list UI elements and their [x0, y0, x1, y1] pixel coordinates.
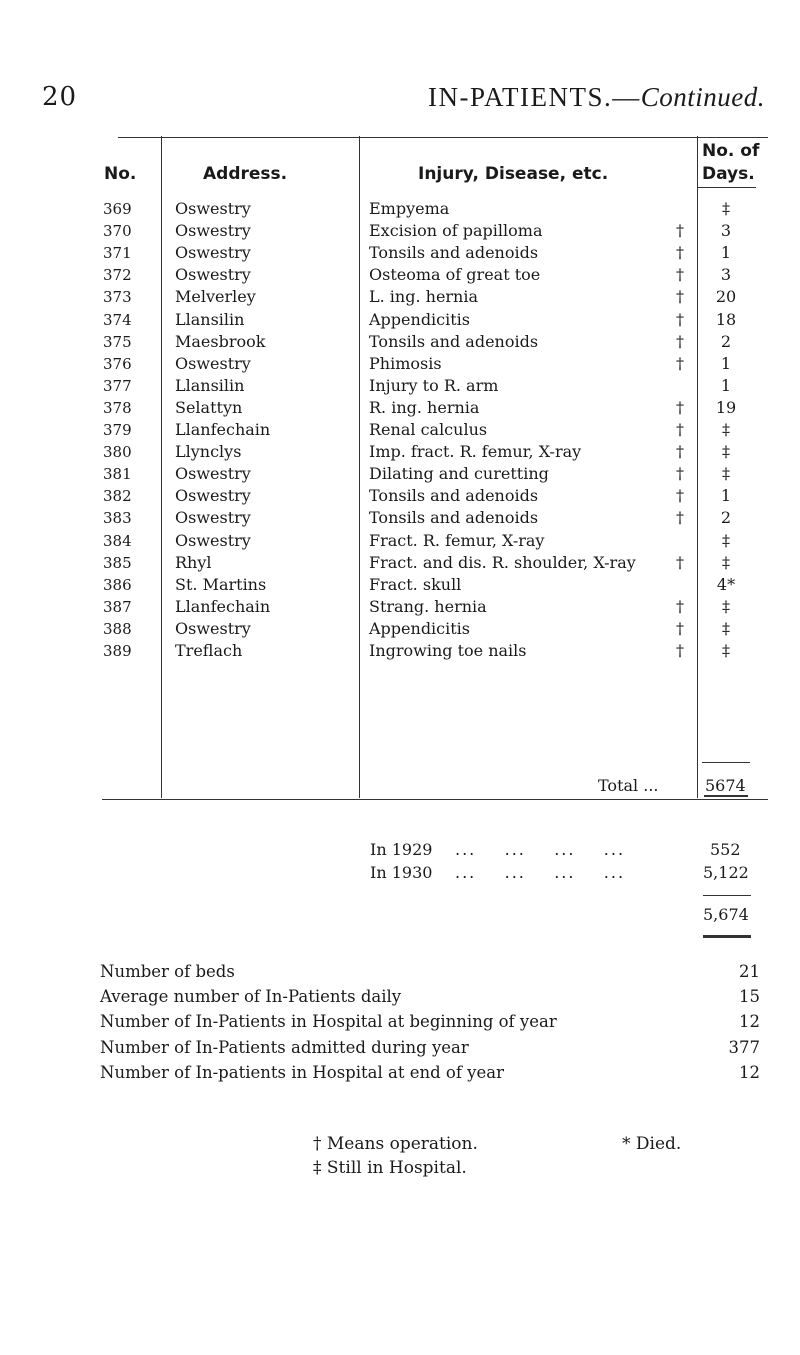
row-operation-mark: †: [676, 353, 684, 373]
row-operation-mark: †: [676, 287, 684, 307]
row-injury: Phimosis: [369, 353, 442, 373]
total-value: 5674: [705, 776, 746, 795]
table-row: [0, 242, 800, 264]
row-injury: Strang. hernia: [369, 596, 487, 616]
row-no: 370: [103, 222, 132, 241]
years-sum-rule: [703, 895, 751, 896]
row-days: 19: [715, 397, 737, 417]
row-no: 372: [103, 266, 132, 285]
row-days: 2: [720, 331, 732, 351]
row-days: 4*: [716, 574, 736, 594]
row-operation-mark: †: [676, 508, 684, 528]
row-no: 376: [103, 354, 132, 373]
row-injury: Imp. fract. R. femur, X-ray: [369, 442, 582, 462]
header-no: No.: [104, 164, 137, 184]
row-address: Llanfechain: [175, 420, 271, 439]
row-operation-mark: †: [676, 309, 684, 329]
total-double-rule-1: [704, 795, 748, 797]
row-operation-mark: †: [676, 331, 684, 351]
row-no: 380: [103, 443, 132, 462]
table-row: [0, 198, 800, 220]
table-row: [0, 596, 800, 618]
table-row: [0, 507, 800, 529]
table-row: [0, 286, 800, 308]
row-days: 3: [720, 221, 732, 241]
page-title: [428, 82, 765, 113]
table-row: [0, 353, 800, 375]
title-dash: —: [612, 82, 641, 112]
row-address: Oswestry: [175, 530, 251, 550]
table-row: [0, 375, 800, 397]
row-operation-mark: †: [676, 641, 684, 660]
row-no: 377: [103, 376, 132, 395]
row-no: 378: [103, 398, 132, 417]
row-days: ‡: [722, 199, 730, 218]
row-days: 2: [720, 508, 732, 528]
row-operation-mark: †: [676, 221, 684, 241]
row-address: Oswestry: [175, 199, 251, 218]
row-days: ‡: [722, 420, 730, 439]
year-1930-label: In 1930: [370, 863, 433, 882]
stat-row: [100, 1012, 760, 1036]
row-injury: Tonsils and adenoids: [369, 508, 539, 528]
row-no: 371: [103, 244, 132, 263]
row-no: 375: [103, 332, 132, 351]
year-1929-value: 552: [710, 840, 741, 859]
table-bottom-rule: [102, 799, 768, 800]
row-days: 1: [720, 243, 732, 263]
row-no: 374: [103, 310, 132, 329]
row-no: 388: [103, 619, 132, 638]
row-injury: Fract. skull: [369, 574, 462, 594]
row-no: 382: [103, 487, 132, 506]
stat-label: Number of In-Patients admitted during year: [100, 1037, 469, 1057]
table-row: [0, 397, 800, 419]
row-operation-mark: †: [676, 243, 684, 263]
row-operation-mark: †: [676, 618, 684, 638]
row-address: Oswestry: [175, 221, 251, 241]
table-row: [0, 441, 800, 463]
title-main: IN-PATIENTS.: [428, 82, 613, 112]
row-address: Oswestry: [175, 618, 251, 638]
stat-label: Number of In-Patients in Hospital at beginning of year: [100, 1012, 557, 1032]
row-days: ‡: [722, 442, 730, 462]
year-1929-dots: ... ... ... ...: [455, 840, 626, 859]
row-no: 386: [103, 575, 132, 594]
row-injury: L. ing. hernia: [369, 287, 479, 307]
row-days: 1: [720, 486, 732, 506]
table-row: [0, 574, 800, 596]
row-days: ‡: [722, 530, 730, 550]
years-sum-value: 5,674: [703, 905, 749, 924]
row-days: ‡: [722, 464, 730, 484]
row-address: Rhyl: [175, 552, 212, 572]
page-number: 20: [42, 82, 78, 112]
table-row: [0, 419, 800, 441]
stat-row: [100, 987, 760, 1011]
days-header-rule: [698, 187, 756, 188]
stat-label: Number of In-patients in Hospital at end of year: [100, 1062, 504, 1082]
row-operation-mark: †: [676, 596, 684, 616]
total-rule: [702, 762, 750, 763]
row-no: 385: [103, 553, 132, 572]
row-injury: Appendicitis: [369, 618, 471, 638]
footnote-operation: † Means operation.: [313, 1134, 478, 1154]
row-injury: Dilating and curetting: [369, 464, 549, 484]
header-days-1: No. of: [702, 141, 760, 161]
row-days: 3: [720, 265, 732, 285]
year-1929-label: In 1929: [370, 840, 433, 859]
row-address: Maesbrook: [175, 331, 266, 351]
stat-row: [100, 962, 760, 986]
stat-label: Number of beds: [100, 962, 235, 981]
header-address: Address.: [203, 164, 288, 184]
row-injury: Fract. R. femur, X-ray: [369, 530, 545, 550]
row-injury: Injury to R. arm: [369, 375, 499, 395]
row-days: ‡: [722, 552, 730, 572]
row-days: 1: [720, 353, 732, 373]
row-address: Melverley: [175, 287, 256, 307]
row-address: Llansilin: [175, 309, 245, 329]
stat-value: 15: [739, 987, 760, 1007]
row-no: 389: [103, 642, 132, 660]
row-address: Selattyn: [175, 397, 243, 417]
header-injury: Injury, Disease, etc.: [418, 164, 609, 184]
stat-value: 377: [728, 1037, 760, 1057]
row-days: ‡: [722, 618, 730, 638]
row-no: 373: [103, 288, 132, 307]
table-row: [0, 485, 800, 507]
row-injury: Ingrowing toe nails: [369, 641, 527, 660]
table-top-rule: [118, 137, 768, 138]
row-operation-mark: †: [676, 464, 684, 484]
stat-value: 21: [739, 962, 760, 981]
title-continued: Continued.: [640, 82, 766, 112]
row-days: 20: [715, 287, 737, 307]
row-no: 384: [103, 531, 132, 550]
row-injury: Empyema: [369, 199, 450, 218]
row-address: Oswestry: [175, 265, 251, 285]
years-double-rule: [703, 935, 751, 938]
stat-label: Average number of In-Patients daily: [100, 987, 402, 1007]
row-address: Oswestry: [175, 353, 251, 373]
row-operation-mark: †: [676, 265, 684, 285]
header-days-2: Days.: [702, 164, 755, 184]
stat-row: [100, 1063, 760, 1087]
year-1930-dots: ... ... ... ...: [455, 863, 626, 882]
row-injury: Tonsils and adenoids: [369, 243, 539, 263]
row-days: 18: [715, 309, 737, 329]
row-address: Llynclys: [175, 442, 242, 462]
row-operation-mark: †: [676, 420, 684, 439]
row-injury: Fract. and dis. R. shoulder, X-ray: [369, 552, 636, 572]
row-operation-mark: †: [676, 442, 684, 462]
row-no: 383: [103, 509, 132, 528]
row-injury: Appendicitis: [369, 309, 471, 329]
row-days: ‡: [722, 641, 730, 660]
row-injury: Tonsils and adenoids: [369, 486, 539, 506]
row-address: Llanfechain: [175, 596, 271, 616]
year-1930-value: 5,122: [703, 863, 749, 882]
row-no: 381: [103, 465, 132, 484]
row-address: St. Martins: [175, 574, 267, 594]
table-row: [0, 530, 800, 552]
table-row: [0, 220, 800, 242]
table-row: [0, 309, 800, 331]
row-no: 369: [103, 200, 132, 218]
row-days: ‡: [722, 596, 730, 616]
stat-value: 12: [739, 1012, 760, 1032]
table-row: [0, 618, 800, 640]
row-injury: Excision of papilloma: [369, 221, 543, 241]
table-row: [0, 552, 800, 574]
row-address: Oswestry: [175, 243, 251, 263]
row-no: 379: [103, 421, 132, 439]
row-address: Oswestry: [175, 508, 251, 528]
row-address: Oswestry: [175, 486, 251, 506]
row-address: Llansilin: [175, 375, 245, 395]
row-address: Treflach: [175, 641, 243, 660]
row-address: Oswestry: [175, 464, 251, 484]
footnote-still: ‡ Still in Hospital.: [313, 1158, 467, 1178]
stat-row: [100, 1038, 760, 1062]
row-injury: R. ing. hernia: [369, 397, 480, 417]
table-row: [0, 264, 800, 286]
total-label: Total ...: [598, 776, 659, 795]
row-injury: Osteoma of great toe: [369, 265, 541, 285]
stat-value: 12: [739, 1062, 760, 1082]
footnote-died: * Died.: [622, 1134, 682, 1154]
row-days: 1: [720, 375, 732, 395]
row-injury: Renal calculus: [369, 420, 488, 439]
row-no: 387: [103, 597, 132, 616]
row-operation-mark: †: [676, 486, 684, 506]
row-operation-mark: †: [676, 552, 684, 572]
table-row: [0, 331, 800, 353]
table-row: [0, 463, 800, 485]
table-row: [0, 640, 800, 662]
row-operation-mark: †: [676, 397, 684, 417]
row-injury: Tonsils and adenoids: [369, 331, 539, 351]
